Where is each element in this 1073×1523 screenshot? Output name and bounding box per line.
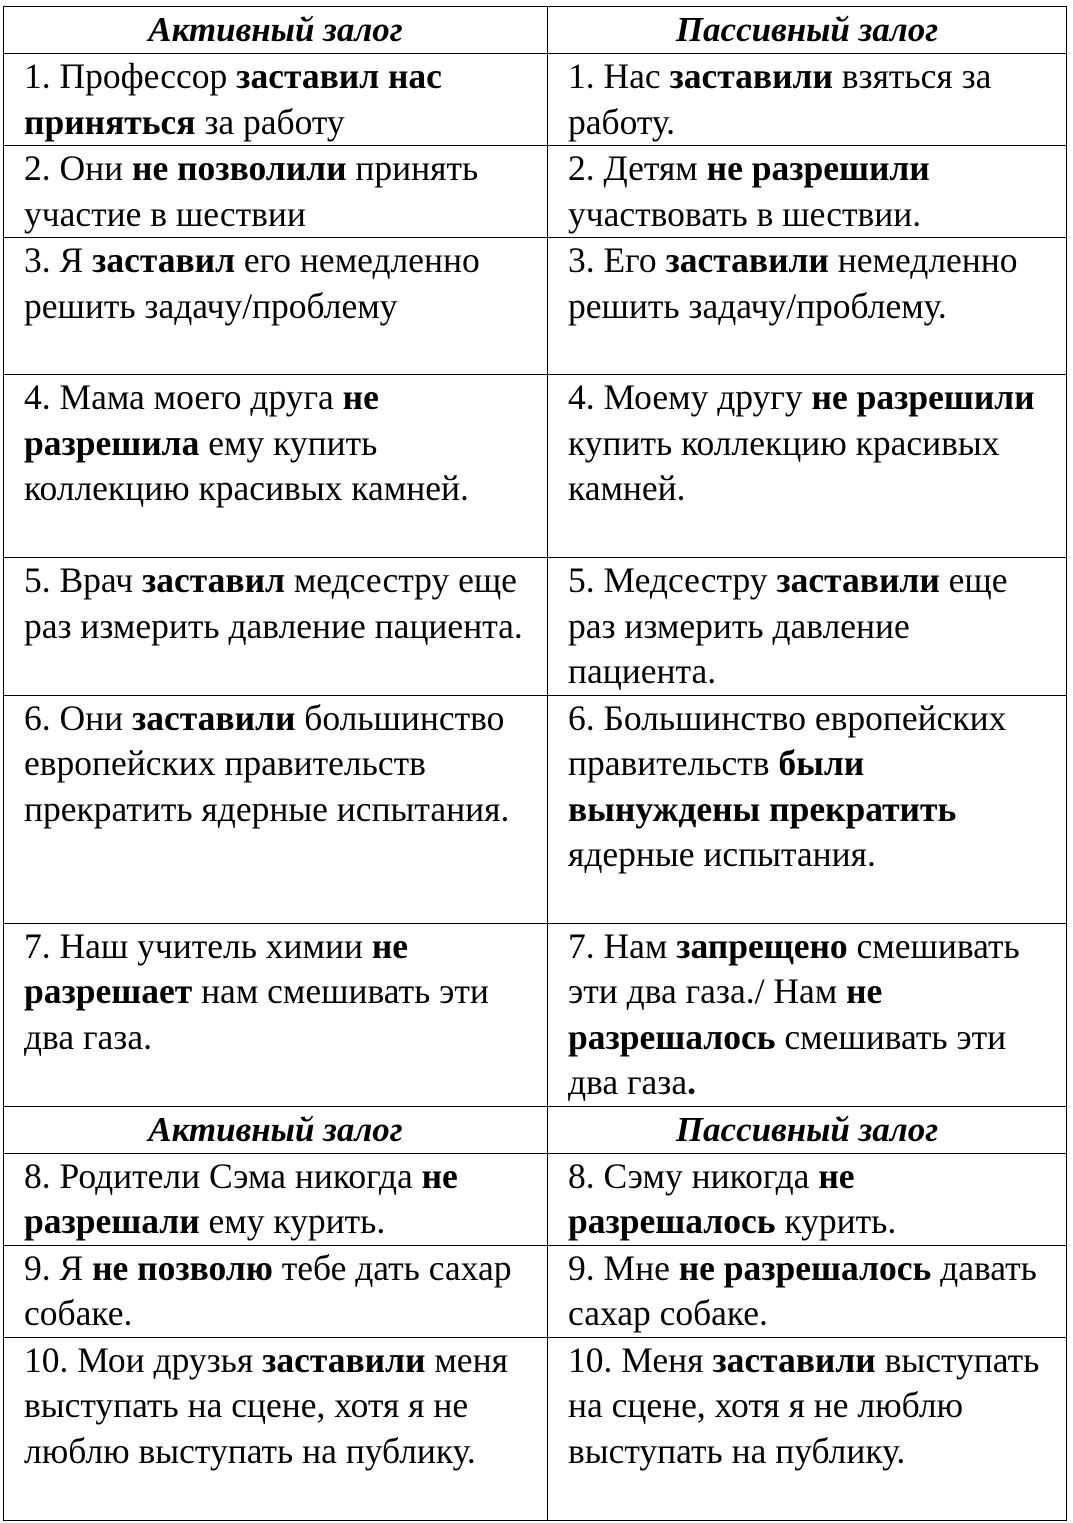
text-segment: 3. Я — [24, 240, 93, 280]
active-cell — [4, 1153, 548, 1245]
bold-phrase: не разрешили — [811, 377, 1035, 417]
text-segment: участвовать в шествии. — [568, 193, 922, 234]
text-segment: 2. Они — [24, 148, 133, 188]
passive-cell — [548, 375, 1067, 558]
text-segment: 6. Большинство европейских правительств — [568, 697, 1007, 783]
passive-cell — [548, 1245, 1067, 1337]
bold-phrase: были вынуждены прекратить — [568, 743, 957, 829]
bold-phrase: не разрешали — [24, 1155, 458, 1241]
table-row — [4, 54, 1067, 146]
text-segment: 10. Мои друзья — [24, 1339, 263, 1380]
bold-phrase: заставил — [92, 240, 235, 280]
bold-phrase: заставили — [712, 1339, 876, 1380]
text-segment: 3. Его — [568, 240, 666, 280]
text-segment: 9. Мне — [568, 1247, 679, 1288]
text-segment: 1. Профессор — [24, 56, 237, 96]
table-row — [4, 695, 1067, 923]
table-row — [4, 1245, 1067, 1337]
text-segment: немедленно решить задачу/проблему. — [568, 240, 1018, 326]
active-cell — [4, 558, 548, 696]
active-cell — [4, 1337, 548, 1520]
header-row — [4, 7, 1067, 54]
text-segment: 7. Нам — [568, 925, 677, 966]
passive-cell — [548, 1153, 1067, 1245]
text-segment: ядерные испытания. — [568, 834, 876, 874]
bold-phrase: не разрешалось — [568, 1155, 855, 1241]
table-row — [4, 1337, 1067, 1520]
text-segment: большинство европейских правительств прекратить ядерные испытания. — [24, 697, 510, 829]
bold-phrase: заставил нас принятьcя — [24, 56, 442, 142]
table-row — [4, 558, 1067, 696]
text-segment: 1. Нас — [568, 56, 670, 96]
table-row — [4, 146, 1067, 238]
passive-cell — [548, 695, 1067, 923]
text-segment: смешивать эти два газа — [568, 1016, 1007, 1102]
text-segment: медсестру еще раз измерить давление пациента. — [24, 560, 523, 646]
bold-phrase: заставили — [776, 560, 940, 600]
bold-phrase: не разрешили — [706, 148, 930, 188]
text-segment: 9. Я — [24, 1247, 93, 1288]
text-segment: выступать на сцене, хотя я не люблю выступать на публику. — [568, 1339, 1040, 1471]
text-segment: 7. Наш учитель химии — [24, 925, 372, 966]
text-segment: 10. Меня — [568, 1339, 713, 1380]
passive-cell — [548, 923, 1067, 1106]
text-segment: еще раз измерить давление пациента. — [568, 560, 1008, 691]
passive-cell — [548, 1337, 1067, 1520]
bold-phrase: запрещено — [676, 925, 848, 966]
text-segment: давать сахар собаке. — [568, 1247, 1037, 1333]
active-cell — [4, 375, 548, 558]
text-segment: 8. Родители Сэма никогда — [24, 1155, 422, 1196]
text-segment: ему купить коллекцию красивых камней. — [24, 422, 469, 508]
table-row — [4, 923, 1067, 1106]
active-cell — [4, 1245, 548, 1337]
header-row — [4, 1106, 1067, 1153]
bold-phrase: не разрешалось — [678, 1247, 932, 1288]
text-segment: тебе дать сахар собаке. — [24, 1247, 512, 1333]
text-segment: его немедленно решить задачу/проблему — [24, 240, 480, 326]
active-cell — [4, 146, 548, 238]
active-cell — [4, 238, 548, 375]
header-active: Активный залог — [4, 1106, 548, 1153]
bold-phrase: . — [687, 1062, 696, 1102]
header-passive: Пассивный залог — [548, 7, 1067, 54]
bold-phrase: заставили — [669, 56, 833, 96]
bold-phrase: заставили — [262, 1339, 426, 1380]
bold-phrase: не позволили — [132, 148, 347, 188]
text-segment: 2. Детям — [568, 148, 707, 188]
passive-cell — [548, 54, 1067, 146]
text-segment: принять участие в шествии — [24, 148, 479, 234]
text-segment: 5. Медсестру — [568, 560, 777, 600]
bold-phrase: не разрешила — [24, 377, 379, 463]
text-segment: 8. Сэму никогда — [568, 1155, 819, 1196]
bold-phrase: не позволю — [92, 1247, 273, 1288]
text-segment: смешивать эти два газа./ Нам — [568, 925, 1020, 1011]
text-segment: 5. Врач — [24, 560, 142, 600]
bold-phrase: не разрешалось — [568, 971, 883, 1057]
text-segment: 6. Они — [24, 697, 133, 738]
text-segment: за работу — [195, 101, 345, 142]
table-row — [4, 1153, 1067, 1245]
header-passive: Пассивный залог — [548, 1106, 1067, 1153]
text-segment: взяться за работу. — [568, 56, 992, 142]
active-cell — [4, 923, 548, 1106]
header-active: Активный залог — [4, 7, 548, 54]
active-cell — [4, 695, 548, 923]
active-cell — [4, 54, 548, 146]
text-segment: купить коллекцию красивых камней. — [568, 422, 1000, 508]
passive-cell — [548, 238, 1067, 375]
text-segment: 4. Моему другу — [568, 377, 812, 417]
table-row — [4, 238, 1067, 375]
passive-cell — [548, 146, 1067, 238]
text-segment: меня выступать на сцене, хотя я не люблю выступать на публику. — [24, 1339, 508, 1471]
bold-phrase: заставили — [665, 240, 829, 280]
active-passive-table — [3, 6, 1067, 1521]
bold-phrase: заставил — [142, 560, 285, 600]
text-segment: курить. — [775, 1201, 897, 1241]
table-row — [4, 375, 1067, 558]
passive-cell — [548, 558, 1067, 696]
bold-phrase: не разрешает — [24, 925, 409, 1011]
text-segment: нам смешивать эти два газа. — [24, 971, 489, 1057]
bold-phrase: заставили — [132, 697, 296, 738]
text-segment: 4. Мама моего друга — [24, 377, 343, 417]
text-segment: ему курить. — [199, 1201, 386, 1241]
